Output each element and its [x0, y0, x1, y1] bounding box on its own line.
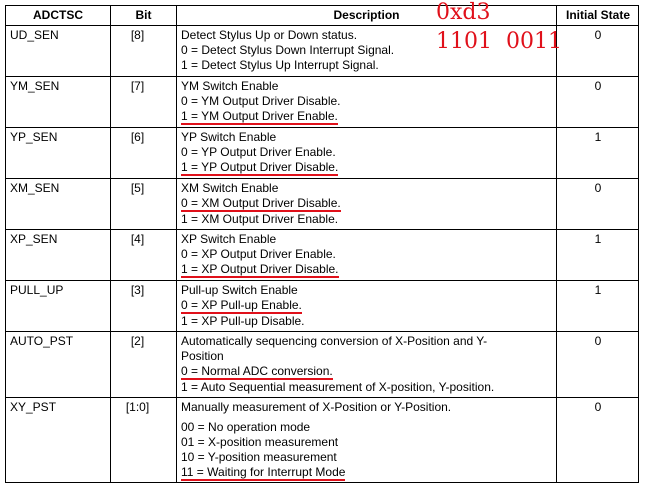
highlighted-option: 11 = Waiting for Interrupt Mode [181, 465, 346, 479]
field-initial-state: 1 [594, 283, 602, 297]
field-initial-state: 0 [594, 334, 602, 348]
field-bit: [2] [111, 332, 177, 397]
table-row [6, 230, 638, 281]
table-row [6, 128, 638, 179]
field-description: YM Switch Enable 0 = YM Output Driver Disable. 1 = YM Output Driver Enable. [177, 77, 557, 127]
highlighted-option: 0 = XM Output Driver Disable. [181, 196, 341, 210]
field-initial-state: 0 [594, 400, 602, 414]
field-description: YP Switch Enable 0 = YP Output Driver Enable. 1 = YP Output Driver Disable. [177, 128, 557, 178]
field-description: Detect Stylus Up or Down status. 0 = Detect Stylus Down Interrupt Signal. 1 = Detect Stylus Up Interrupt Signal. [177, 26, 557, 76]
table-row [6, 332, 638, 398]
highlighted-option: 1 = XP Output Driver Disable. [181, 262, 339, 276]
table-row [6, 398, 638, 482]
field-description: Automatically sequencing conversion of X-Position and Y- Position 0 = Normal ADC conversion. 1 = Auto Sequential measurement of X-position, Y-position. [177, 332, 557, 397]
field-name: PULL_UP [6, 281, 111, 331]
field-bit: [7] [111, 77, 177, 127]
table-header [6, 6, 638, 26]
field-name: YM_SEN [6, 77, 111, 127]
field-initial-state: 0 [594, 79, 602, 93]
highlighted-option: 1 = YM Output Driver Enable. [181, 109, 338, 123]
field-initial-state: 1 [594, 232, 602, 246]
table-row [6, 179, 638, 230]
field-name: AUTO_PST [6, 332, 111, 397]
adctsc-register-table [5, 5, 639, 483]
field-initial-state: 0 [594, 28, 602, 42]
field-description: XP Switch Enable 0 = XP Output Driver Enable. 1 = XP Output Driver Disable. [177, 230, 557, 280]
table-row [6, 281, 638, 332]
table-row [6, 77, 638, 128]
field-bit: [5] [111, 179, 177, 229]
field-description: Pull-up Switch Enable 0 = XP Pull-up Enable. 1 = XP Pull-up Disable. [177, 281, 557, 331]
field-name: XP_SEN [6, 230, 111, 280]
highlighted-option: 1 = YP Output Driver Disable. [181, 160, 339, 174]
header-bit: Bit [111, 6, 177, 25]
field-bit: [6] [111, 128, 177, 178]
header-initial-state: Initial State [565, 8, 630, 22]
field-description: Manually measurement of X-Position or Y-Position. 00 = No operation mode 01 = X-position measurement 10 = Y-position measurement 11 = Waiting for Interrupt Mode [177, 398, 557, 482]
highlighted-option: 0 = Normal ADC conversion. [181, 364, 333, 378]
field-bit: [8] [111, 26, 177, 76]
field-name: UD_SEN [6, 26, 111, 76]
field-name: YP_SEN [6, 128, 111, 178]
field-name: XY_PST [6, 398, 111, 482]
field-bit: [3] [111, 281, 177, 331]
hex-annotation: 0xd3 [436, 0, 491, 25]
field-bit: [1:0] [111, 398, 177, 482]
field-initial-state: 1 [594, 130, 602, 144]
field-description: XM Switch Enable 0 = XM Output Driver Disable. 1 = XM Output Driver Enable. [177, 179, 557, 229]
field-initial-state: 0 [594, 181, 602, 195]
binary-annotation: 1101 0011 [436, 29, 562, 54]
field-name: XM_SEN [6, 179, 111, 229]
header-name: ADCTSC [6, 6, 111, 25]
header-description: Description [177, 6, 557, 25]
field-bit: [4] [111, 230, 177, 280]
highlighted-option: 0 = XP Pull-up Enable. [181, 298, 302, 312]
